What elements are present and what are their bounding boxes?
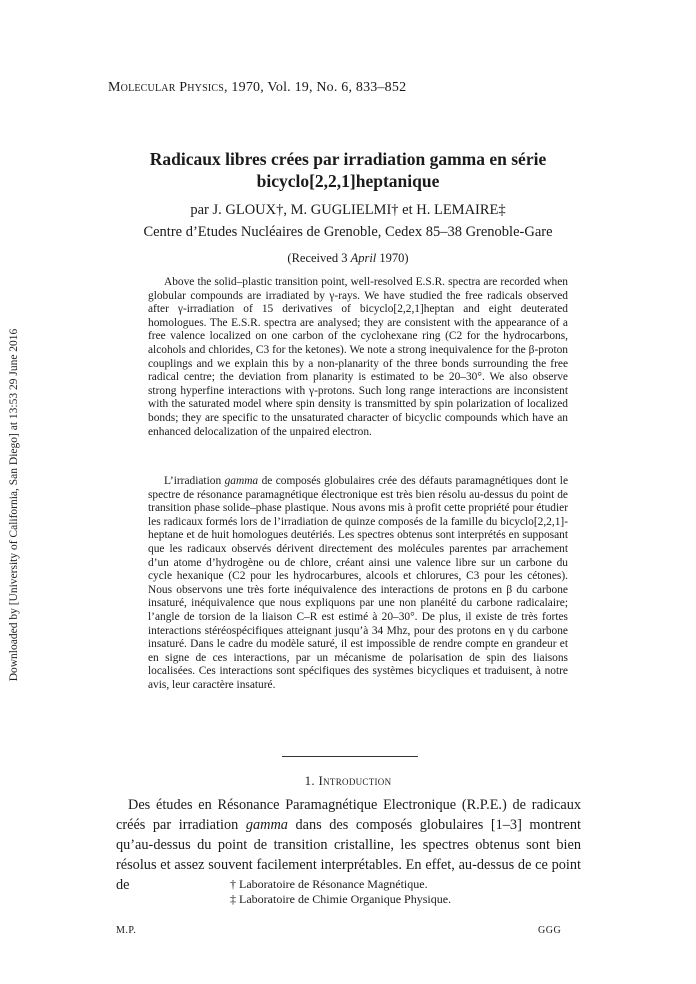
journal-header	[108, 80, 406, 96]
download-watermark	[6, 290, 22, 720]
section-heading: 1. Introduction	[304, 773, 392, 788]
received-date: (Received 3 April 1970)	[287, 251, 409, 265]
author-affiliation: Centre d’Etudes Nucléaires de Grenoble, Cedex 85–38 Grenoble-Gare	[143, 224, 553, 240]
introduction-paragraph: Des études en Résonance Paramagnétique Electronique (R.P.E.) de radicaux créés par irradiation gamma dans des composés globulaires [1–3] montrent qu’au-dessus du point de transition cristalline, les spectres obtenus sont bien résolus et assez souvent facilement interprétables. En effet, au-dessus de ce point de	[116, 797, 581, 893]
footnotes	[230, 877, 451, 907]
footer-left-mark: M.P.	[116, 925, 137, 936]
journal-name: Molecular Physics	[108, 80, 225, 95]
abstract-english: Above the solid–plastic transition point, well-resolved E.S.R. spectra are recorded when globular compounds are irradiated by γ-rays. We have studied the free radicals observed after γ-irradiation of 15 derivatives of bicyclo[2,2,1]heptan and eight deuterated homologues. The E.S.R. spectra are analysed; they are consistent with the appearance of a free valence localized on one carbon of the cyclohexane ring (C2 for the hydrocarbons, alcohols and chlorides, C3 for the ketones). We note a strong inequivalence for the β-proton couplings and we explain this by a non-planarity of the three bonds surrounding the free radical centre; the deviation from planarity is estimated to be 20–30°. We also observe strong hyperfine interactions with γ-protons. Such long range interactions are inconsistent with the saturated model where spin density is transmitted by spin polarization of localized bonds; they are specific to the unsaturated character of bicyclic compounds which have an enhanced delocalization of the unpaired electron.	[148, 276, 568, 438]
footnote-2: ‡ Laboratoire de Chimie Organique Physique.	[230, 892, 452, 906]
download-watermark-text: Downloaded by [University of California, San Diego] at 13:53 29 June 2016	[8, 328, 20, 682]
author-list: par J. GLOUX†, M. GUGLIELMI† et H. LEMAIRE‡	[190, 202, 506, 218]
footnote-1: † Laboratoire de Résonance Magnétique.	[230, 877, 428, 891]
abstract-french: L’irradiation gamma de composés globulaires crée des défauts paramagnétiques dont le spectre de résonance paramagnétique électronique est très bien résolu au-dessus du point de transition phase solide–phase plastique. Nous avons mis à profit cette propriété pour étudier les radicaux formés lors de l’irradiation de quinze composés de la famille du bicyclo[2,2,1]-heptane et de huit homologues deutériés. Les spectres obtenus sont interprétés en supposant que les radicaux observés dérivent directement des molécules parentes par arrachement d’un atome d’hydrogène ou de chlore, créant ainsi une valence libre sur un carbone du cycle hexanique (C2 pour les hydrocarbures, alcools et chlorures, C3 pour les cétones). Nous observons une très forte inéquivalence des interactions de protons en β du carbone insaturé, inéquivalence que nous expliquons par une non planéité du carbone radicalaire; l’angle de torsion de la liaison C–R est estimé à 20–30°. De plus, il existe de très fortes interactions stéréospécifiques atteignant jusqu’à 34 Mhz, pour des protons en γ du carbone insaturé. Dans le cadre du modèle saturé, il est impossible de rendre compte en grandeur et en signe de ces interactions, par un mécanisme de polarisation de spin des liaisons localisées. Ces interactions sont spécifiques des systèmes bicycliques et traduisent, à notre avis, leur caractère insaturé.	[148, 475, 568, 691]
article-title	[100, 148, 596, 192]
footer-right-mark: GGG	[538, 925, 562, 936]
title-line-2: bicyclo[2,2,1]heptanique	[256, 171, 440, 191]
section-divider	[282, 756, 418, 757]
title-line-1: Radicaux libres crées par irradiation gamma en série	[149, 149, 547, 169]
journal-details: , 1970, Vol. 19, No. 6, 833–852	[224, 80, 407, 95]
